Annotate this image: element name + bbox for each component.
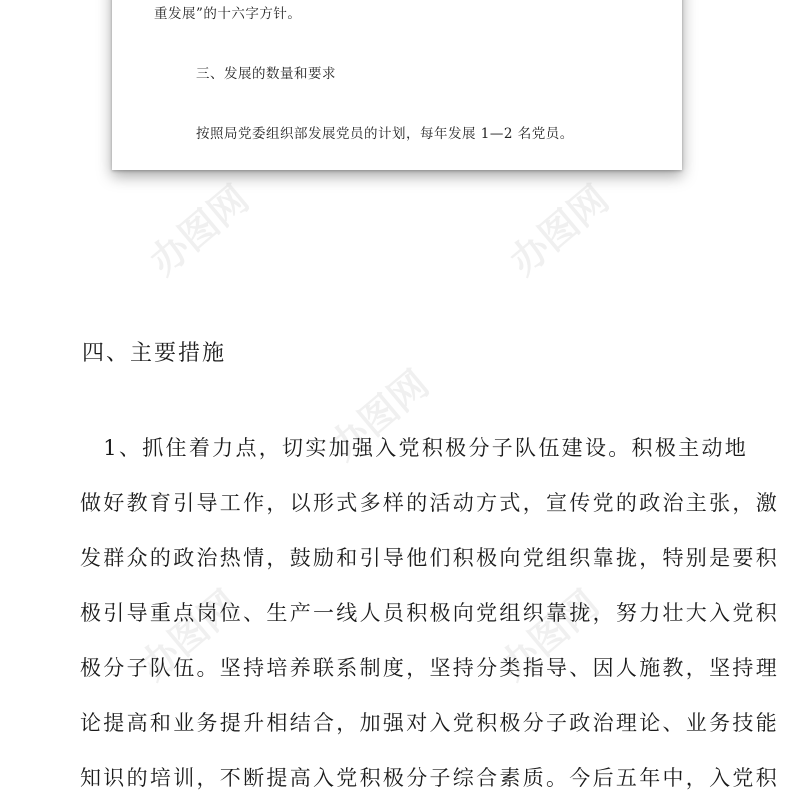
watermark: 办图网	[491, 581, 608, 689]
paragraph-line: 发群众的政治热情，鼓励和引导他们积极向党组织靠拢，特别是要积	[80, 546, 779, 570]
document-preview-card	[112, 0, 682, 170]
card-subheading: 三、发展的数量和要求	[196, 66, 336, 82]
paragraph-line: 极分子队伍。坚持培养联系制度，坚持分类指导、因人施教，坚持理	[80, 656, 779, 680]
paragraph-line: 论提高和业务提升相结合，加强对入党积极分子政治理论、业务技能	[80, 711, 779, 735]
card-text-line-3: 按照局党委组织部发展党员的计划，每年发展 1—2 名党员。	[196, 126, 574, 142]
section-heading: 四、主要措施	[82, 341, 227, 366]
watermark: 办图网	[321, 361, 438, 469]
watermark: 办图网	[501, 176, 618, 284]
paragraph-line: 知识的培训，不断提高入党积极分子综合素质。今后五年中，入党积	[80, 766, 779, 790]
paragraph-line: 做好教育引导工作，以形式多样的活动方式，宣传党的政治主张，激	[80, 491, 779, 515]
paragraph-line: 1、抓住着力点，切实加强入党积极分子队伍建设。积极主动地	[80, 436, 749, 460]
body-paragraph	[80, 428, 780, 800]
watermark: 办图网	[141, 176, 258, 284]
card-text-line-1: 重发展”的十六字方针。	[154, 6, 302, 22]
paragraph-line: 极引导重点岗位、生产一线人员积极向党组织靠拢，努力壮大入党积	[80, 601, 779, 625]
watermark: 办图网	[131, 581, 248, 689]
